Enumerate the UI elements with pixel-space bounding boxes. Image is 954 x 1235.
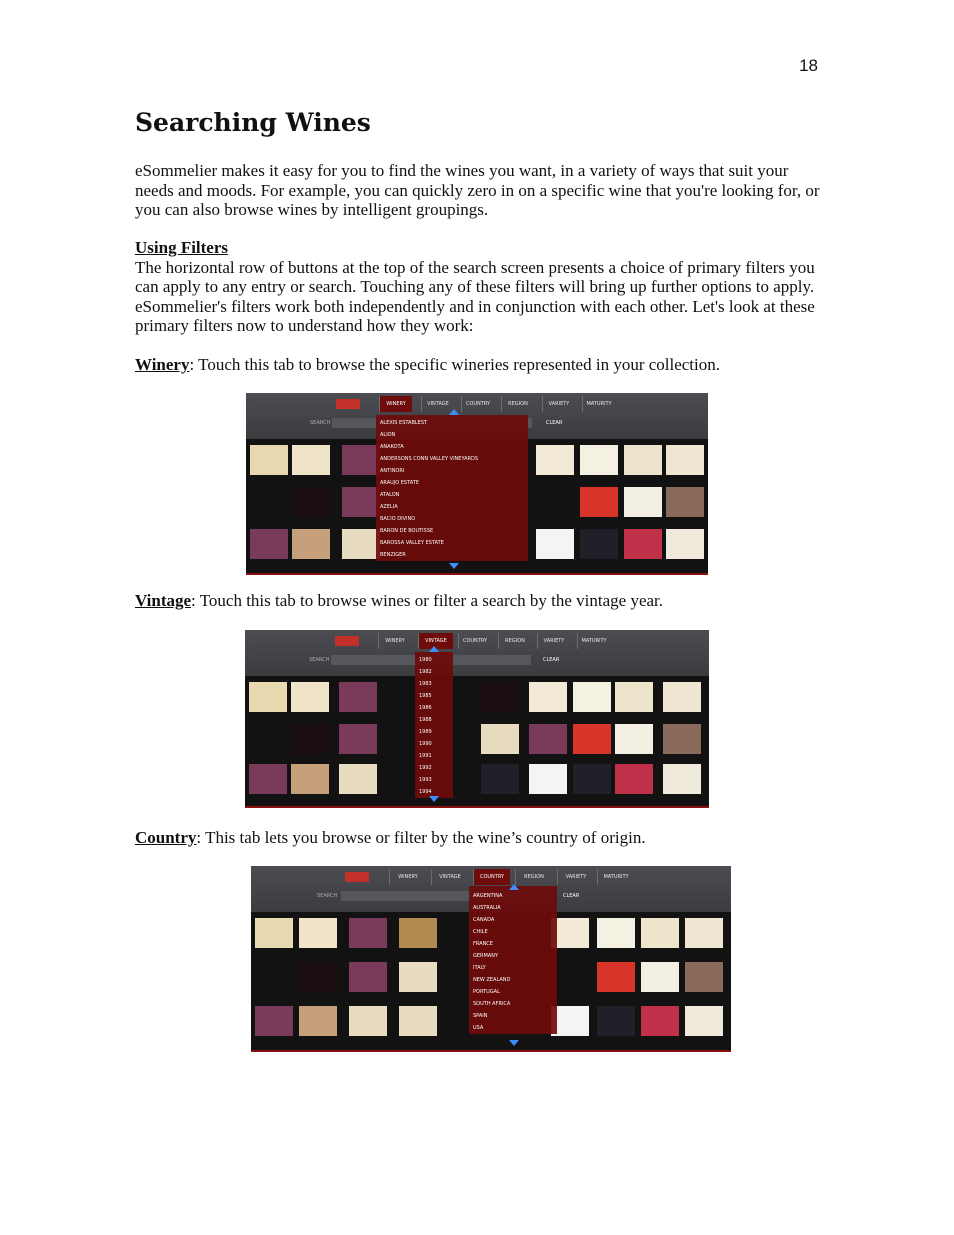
wine-card[interactable] (339, 764, 377, 794)
wine-card[interactable] (597, 918, 635, 948)
dropdown-item[interactable]: 1982 (419, 669, 432, 675)
wine-card[interactable] (641, 918, 679, 948)
filter-bar (245, 630, 709, 676)
dropdown-item[interactable]: ALEXIS ESTABLEST (380, 420, 428, 426)
winery-label: Winery (135, 355, 190, 374)
dropdown-item[interactable]: USA (473, 1025, 484, 1031)
tab-vintage[interactable]: VINTAGE (418, 633, 453, 649)
clear-button[interactable]: CLEAR (543, 657, 560, 663)
dropdown-item[interactable]: BENZIGER (380, 552, 406, 558)
vintage-text: : Touch this tab to browse wines or filter a search by the vintage year. (191, 591, 664, 610)
wine-card[interactable] (624, 445, 662, 475)
wine-card[interactable] (624, 487, 662, 517)
winery-text: : Touch this tab to browse the specific wineries represented in your collection. (189, 355, 721, 374)
wine-card[interactable] (597, 962, 635, 992)
wine-card[interactable] (529, 724, 567, 754)
wine-card[interactable] (615, 724, 653, 754)
wine-card[interactable] (299, 918, 337, 948)
country-label: Country (135, 828, 197, 847)
clear-button[interactable]: CLEAR (563, 893, 580, 899)
wine-card[interactable] (299, 1006, 337, 1036)
tab-maturity[interactable]: MATURITY (577, 633, 610, 649)
wine-card[interactable] (342, 529, 380, 559)
wine-card[interactable] (291, 724, 329, 754)
dropdown-item[interactable]: 1990 (419, 741, 432, 747)
dropdown-item[interactable]: CANADA (473, 917, 495, 923)
dropdown-item[interactable]: SOUTH AFRICA (473, 1001, 511, 1007)
scroll-down-icon[interactable] (429, 796, 439, 802)
wine-card[interactable] (349, 1006, 387, 1036)
logo (335, 636, 359, 646)
dropdown-item[interactable]: 1991 (419, 753, 432, 759)
wine-card[interactable] (339, 682, 377, 712)
intro-paragraph: eSommelier makes it easy for you to find the wines you want, in a variety of ways that suit your needs and moods. For example, you can quickly zero in on a specific wine that you're looking for, or you can also browse wines by intelligent groupings. (135, 161, 820, 219)
wine-card[interactable] (536, 529, 574, 559)
dropdown-item[interactable]: BARON DE BOUTISSE (380, 528, 434, 534)
scroll-down-icon[interactable] (509, 1040, 519, 1046)
tab-variety[interactable]: VARIETY (542, 396, 575, 412)
wine-card[interactable] (580, 529, 618, 559)
logo (336, 399, 360, 409)
page-number: 18 (799, 56, 818, 75)
wine-card[interactable] (249, 682, 287, 712)
dropdown-item[interactable]: ANDERSONS CONN VALLEY VINEYARDS (380, 456, 479, 462)
dropdown-item[interactable]: CHILE (473, 929, 488, 935)
using-filters-body: The horizontal row of buttons at the top of the search screen presents a choice of primary filters you can apply to any entry or search. Touching any of these filters will bring up further options to apply. eSommelier's filters work both independently and in conjunction with each other. Let's look at these primary filters now to understand how they work: (135, 257, 815, 335)
wine-card[interactable] (481, 682, 519, 712)
wine-card[interactable] (536, 445, 574, 475)
dropdown-item[interactable]: 1985 (419, 693, 432, 699)
country-paragraph (135, 828, 825, 848)
scroll-up-icon[interactable] (509, 884, 519, 890)
wine-card[interactable] (255, 918, 293, 948)
tab-country[interactable]: COUNTRY (458, 633, 491, 649)
dropdown-item[interactable]: ANTINORI (380, 468, 405, 474)
dropdown-item[interactable]: 1988 (419, 717, 432, 723)
vintage-paragraph (135, 591, 825, 611)
wine-card[interactable] (641, 962, 679, 992)
using-filters-heading: Using Filters (135, 238, 229, 257)
wine-card[interactable] (292, 445, 330, 475)
scroll-up-icon[interactable] (449, 409, 459, 415)
wine-card[interactable] (624, 529, 662, 559)
wine-card[interactable] (349, 918, 387, 948)
wine-card[interactable] (580, 445, 618, 475)
wine-card[interactable] (615, 682, 653, 712)
wine-card[interactable] (255, 1006, 293, 1036)
wine-card[interactable] (597, 1006, 635, 1036)
winery-dropdown[interactable] (376, 415, 528, 561)
vintage-screenshot (245, 630, 709, 808)
logo (345, 872, 369, 882)
dropdown-item[interactable]: AUSTRALIA (473, 905, 501, 911)
scroll-down-icon[interactable] (449, 563, 459, 569)
tab-maturity[interactable]: MATURITY (597, 869, 634, 885)
page-title: Searching Wines (135, 108, 371, 137)
tab-winery[interactable]: WINERY (389, 869, 426, 885)
wine-card[interactable] (663, 764, 701, 794)
tab-region[interactable]: REGION (515, 869, 552, 885)
dropdown-item[interactable]: SPAIN (473, 1013, 488, 1019)
wine-card[interactable] (573, 682, 611, 712)
dropdown-item[interactable]: FRANCE (473, 941, 493, 947)
dropdown-item[interactable]: ANAKOTA (380, 444, 404, 450)
wine-card[interactable] (685, 962, 723, 992)
wine-card[interactable] (399, 962, 437, 992)
dropdown-item[interactable]: GERMANY (473, 953, 499, 959)
wine-card[interactable] (663, 682, 701, 712)
wine-grid (245, 676, 709, 806)
tab-winery[interactable]: WINERY (379, 396, 412, 412)
wine-card[interactable] (250, 445, 288, 475)
dropdown-item[interactable]: BAROSSA VALLEY ESTATE (380, 540, 444, 546)
wine-card[interactable] (580, 487, 618, 517)
tab-region[interactable]: REGION (501, 396, 534, 412)
wine-card[interactable] (615, 764, 653, 794)
wine-card[interactable] (292, 529, 330, 559)
wine-card[interactable] (573, 724, 611, 754)
vintage-dropdown[interactable] (415, 652, 453, 798)
wine-card[interactable] (342, 445, 380, 475)
dropdown-item[interactable]: ALION (380, 432, 396, 438)
wine-card[interactable] (529, 682, 567, 712)
wine-card[interactable] (685, 918, 723, 948)
search-label: SEARCH (309, 657, 330, 663)
dropdown-item[interactable]: 1983 (419, 681, 432, 687)
dropdown-item[interactable]: BACIO DIVINO (380, 516, 416, 522)
dropdown-item[interactable]: 1992 (419, 765, 432, 771)
wine-card[interactable] (249, 764, 287, 794)
tab-maturity[interactable]: MATURITY (582, 396, 615, 412)
dropdown-item[interactable]: ARGENTINA (473, 893, 503, 899)
tab-country[interactable]: COUNTRY (473, 869, 510, 885)
tab-variety[interactable]: VARIETY (557, 869, 594, 885)
country-dropdown[interactable] (469, 886, 557, 1034)
using-filters-section (135, 238, 825, 336)
tab-region[interactable]: REGION (498, 633, 531, 649)
tab-variety[interactable]: VARIETY (537, 633, 570, 649)
tab-winery[interactable]: WINERY (378, 633, 411, 649)
wine-card[interactable] (292, 487, 330, 517)
country-text: : This tab lets you browse or filter by the wine’s country of origin. (196, 828, 646, 847)
wine-card[interactable] (250, 529, 288, 559)
scroll-up-icon[interactable] (429, 646, 439, 652)
tab-vintage[interactable]: VINTAGE (421, 396, 454, 412)
wine-card[interactable] (342, 487, 380, 517)
wine-card[interactable] (399, 1006, 437, 1036)
wine-card[interactable] (399, 918, 437, 948)
dropdown-item[interactable]: 1993 (419, 777, 432, 783)
wine-card[interactable] (291, 682, 329, 712)
wine-card[interactable] (573, 764, 611, 794)
wine-card[interactable] (663, 724, 701, 754)
dropdown-item[interactable]: 1986 (419, 705, 432, 711)
wine-card[interactable] (666, 487, 704, 517)
dropdown-item[interactable]: ITALY (473, 965, 486, 971)
dropdown-item[interactable]: 1994 (419, 789, 432, 795)
wine-card[interactable] (685, 1006, 723, 1036)
wine-card[interactable] (641, 1006, 679, 1036)
tab-vintage[interactable]: VINTAGE (431, 869, 468, 885)
dropdown-item[interactable]: 1989 (419, 729, 432, 735)
winery-paragraph (135, 355, 825, 375)
wine-card[interactable] (666, 529, 704, 559)
search-label: SEARCH (317, 893, 338, 899)
wine-card[interactable] (666, 445, 704, 475)
wine-card[interactable] (339, 724, 377, 754)
tab-country[interactable]: COUNTRY (461, 396, 494, 412)
winery-screenshot (246, 393, 708, 575)
wine-card[interactable] (291, 764, 329, 794)
dropdown-item[interactable]: 1980 (419, 657, 432, 663)
dropdown-item[interactable]: PORTUGAL (473, 989, 500, 995)
dropdown-item[interactable]: AZELIA (380, 504, 398, 510)
wine-card[interactable] (299, 962, 337, 992)
dropdown-item[interactable]: NEW ZEALAND (473, 977, 511, 983)
vintage-label: Vintage (135, 591, 192, 610)
wine-card[interactable] (349, 962, 387, 992)
wine-card[interactable] (481, 764, 519, 794)
search-label: SEARCH (310, 420, 331, 426)
country-screenshot (251, 866, 731, 1052)
wine-card[interactable] (529, 764, 567, 794)
dropdown-item[interactable]: ARAUJO ESTATE (380, 480, 420, 486)
clear-button[interactable]: CLEAR (546, 420, 563, 426)
wine-card[interactable] (481, 724, 519, 754)
dropdown-item[interactable]: ATALON (380, 492, 400, 498)
